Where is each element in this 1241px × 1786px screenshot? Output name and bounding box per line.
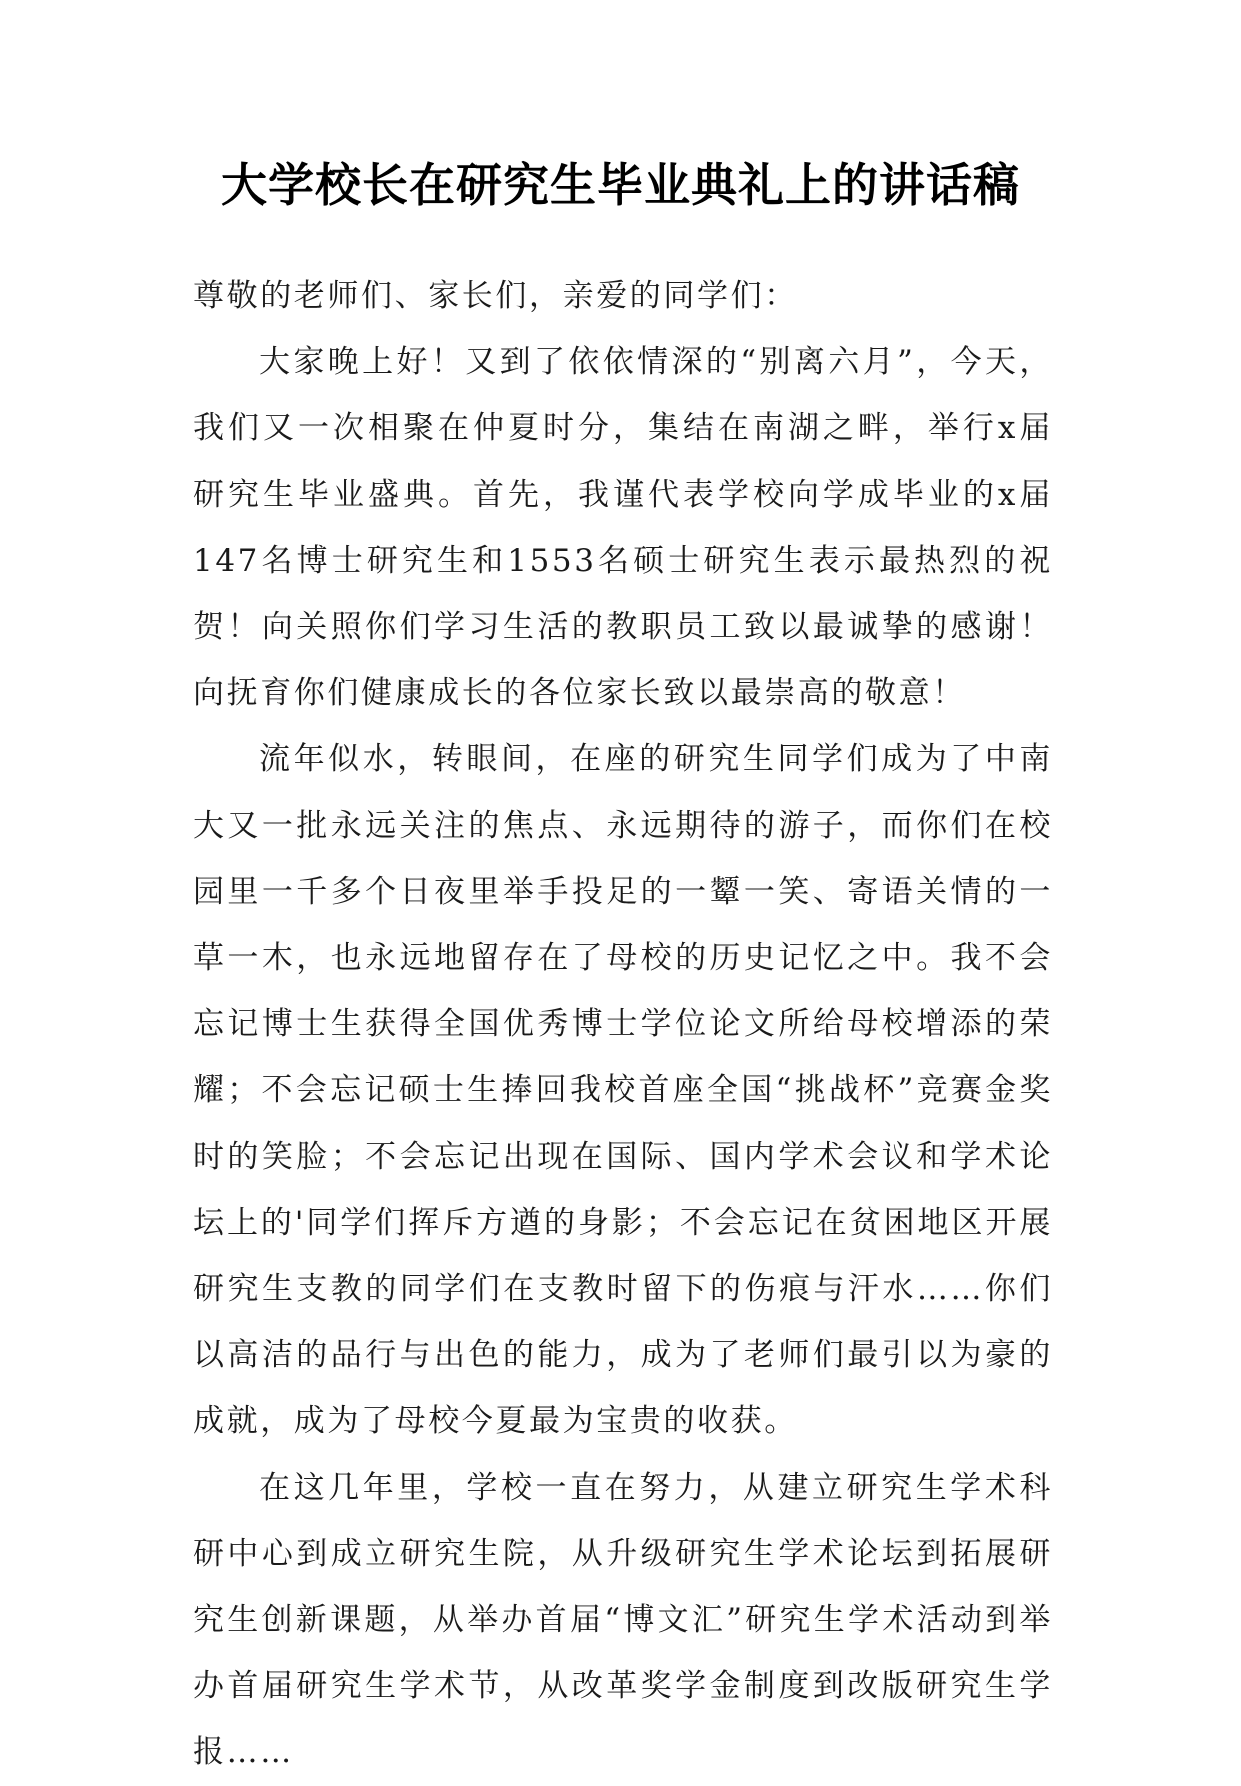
document-body [193, 263, 1053, 1786]
paragraph-3: 在这几年里，学校一直在努力，从建立研究生学术科研中心到成立研究生院，从升级研究生学术论坛到拓展研究生创新课题，从举办首届“博文汇”研究生学术活动到举办首届研究生学术节，从改革奖学金制度到改版研究生学报…… [193, 1469, 1053, 1771]
paragraph-1: 大家晚上好！又到了依依情深的“别离六月”，今天，我们又一次相聚在仲夏时分，集结在南湖之畔，举行x届研究生毕业盛典。首先，我谨代表学校向学成毕业的x届147名博士研究生和1553名硕士研究生表示最热烈的祝贺！向关照你们学习生活的教职员工致以最诚挚的感谢！向抚育你们健康成长的各位家长致以最崇高的敬意！ [193, 344, 1053, 712]
paragraph-2: 流年似水，转眼间，在座的研究生同学们成为了中南大又一批永远关注的焦点、永远期待的游子，而你们在校园里一千多个日夜里举手投足的一颦一笑、寄语关情的一草一木，也永远地留存在了母校的历史记忆之中。我不会忘记博士生获得全国优秀博士学位论文所给母校增添的荣耀；不会忘记硕士生捧回我校首座全国“挑战杯”竞赛金奖时的笑脸；不会忘记出现在国际、国内学术会议和学术论坛上的'同学们挥斥方遒的身影；不会忘记在贫困地区开展研究生支教的同学们在支教时留下的伤痕与汗水……你们以高洁的品行与出色的能力，成为了老师们最引以为豪的成就，成为了母校今夏最为宝贵的收获。 [193, 741, 1053, 1440]
salutation: 尊敬的老师们、家长们，亲爱的同学们： [193, 278, 798, 314]
document-title: 大学校长在研究生毕业典礼上的讲话稿 [221, 158, 1020, 212]
